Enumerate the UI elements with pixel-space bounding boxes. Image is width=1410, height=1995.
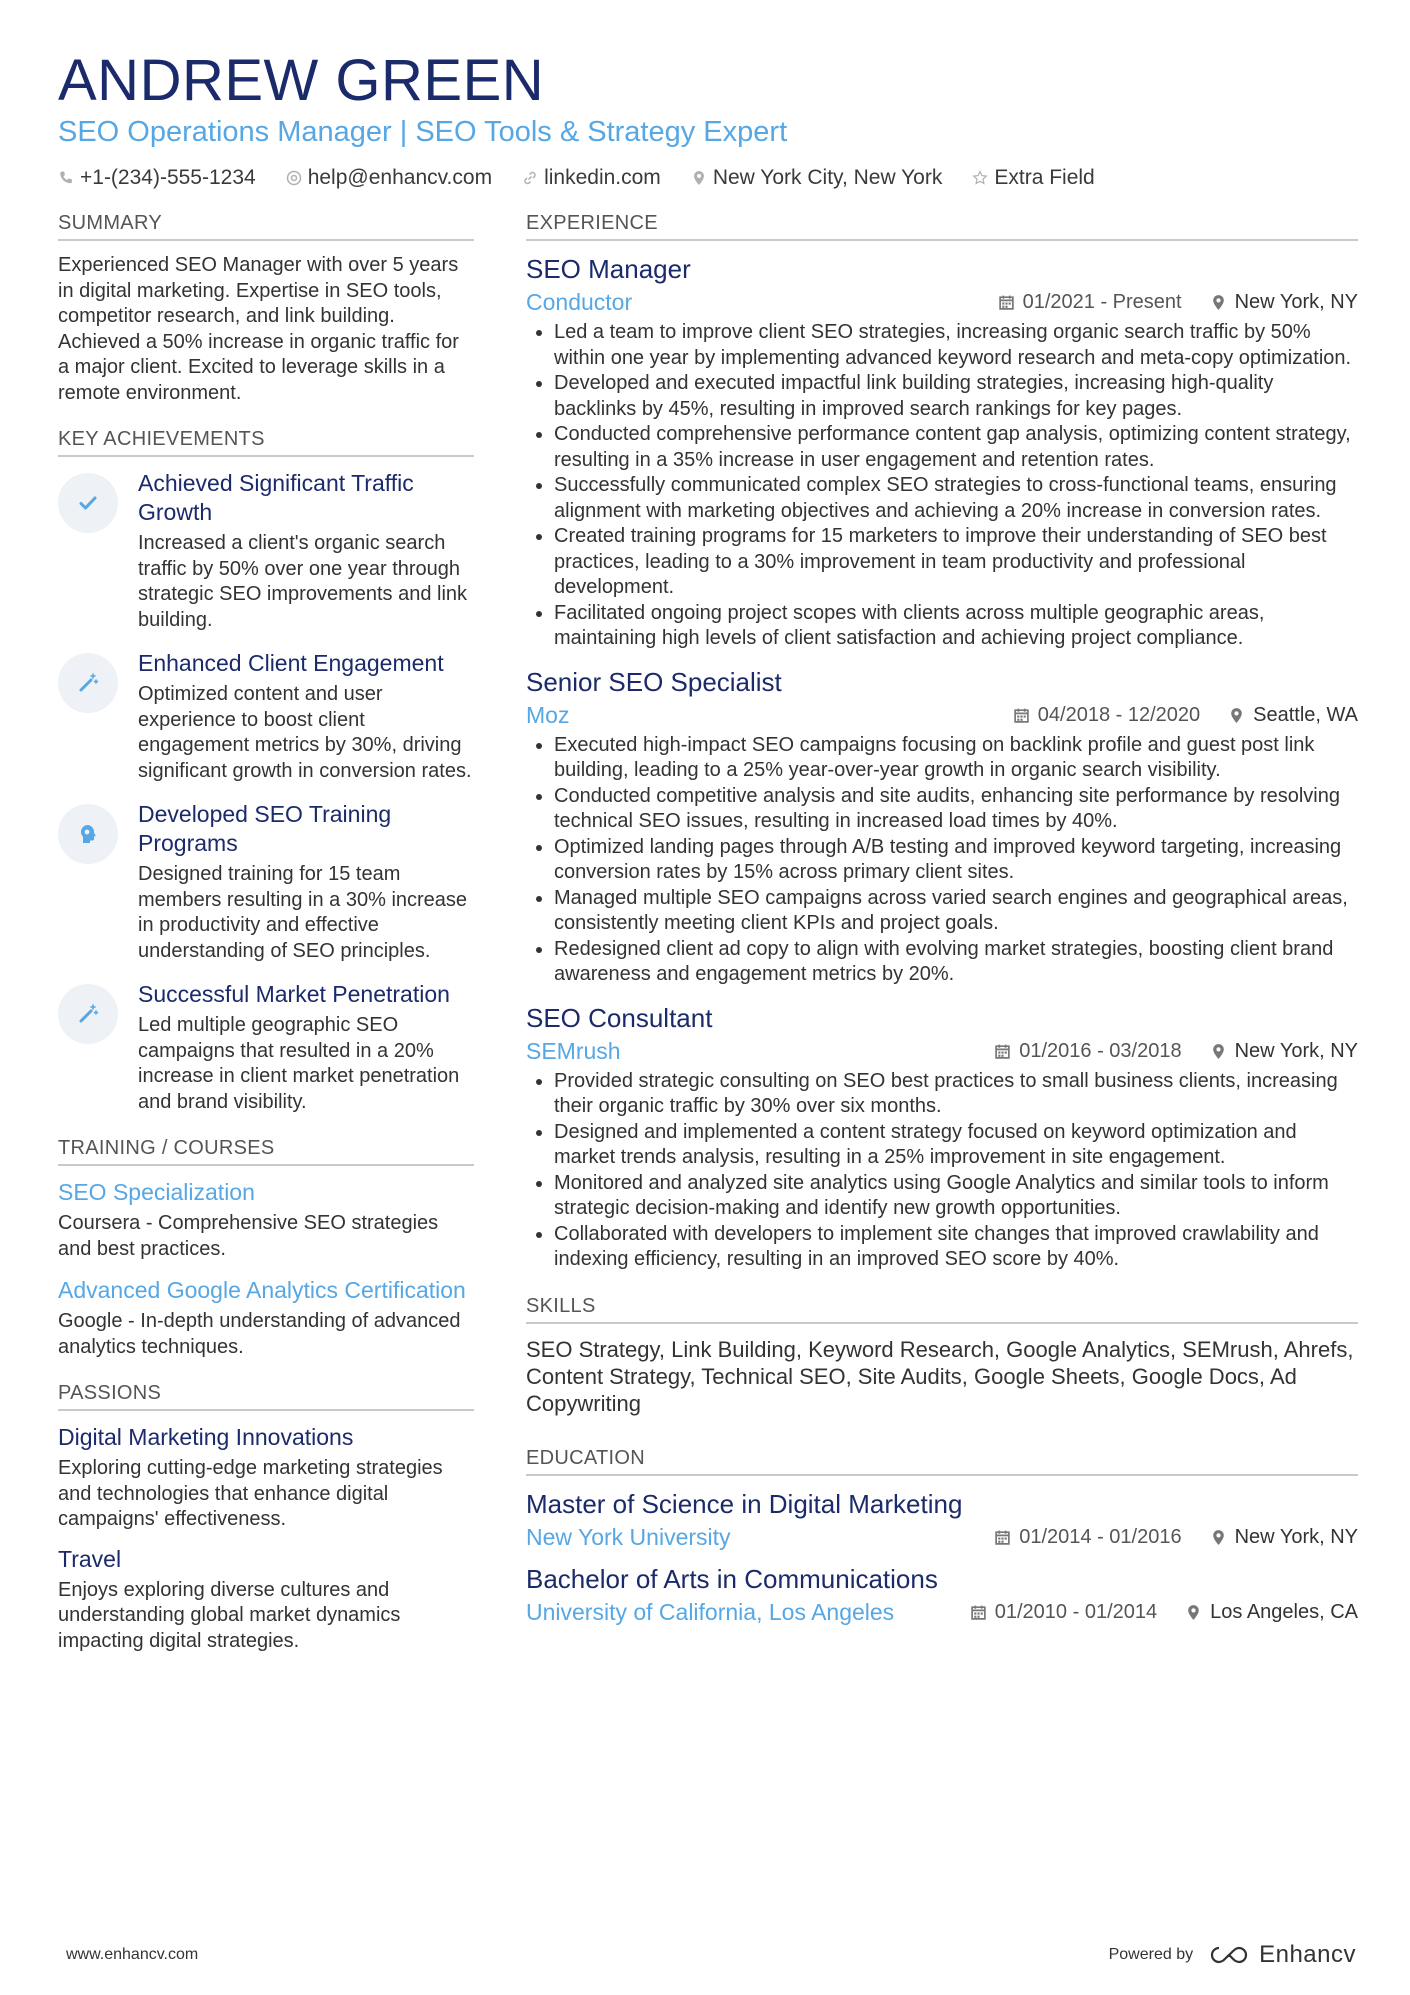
job-bullet: • Provided strategic consulting on SEO best practices to small business clients, increasing their organic traffic by 30% over six months. — [554, 1069, 1358, 1120]
job-bullet: • Redesigned client ad copy to align with evolving market strategies, boosting client brand awareness and engagement metrics by 20%. — [554, 937, 1358, 988]
education-location: Los Angeles, CA — [1210, 1600, 1358, 1623]
job-title: Senior SEO Specialist — [526, 666, 782, 697]
skills-text: SEO Strategy, Link Building, Keyword Research, Google Analytics, SEMrush, Ahrefs, Content Strategy, Technical SEO, Site Audits, Google Sheets, Google Docs, Ad Copywriting — [526, 1336, 1354, 1416]
job-bullet: • Executed high-impact SEO campaigns focusing on backlink profile and guest post link building, leading to a 25% year-over-year growth in organic search visibility. — [554, 733, 1358, 784]
brain-head-icon — [58, 804, 118, 864]
job-company: SEMrush — [526, 1037, 621, 1064]
enhancv-logo-icon — [1207, 1944, 1251, 1966]
summary-title: SUMMARY — [58, 212, 474, 241]
skills-section — [526, 1295, 1358, 1417]
job-bullet: • Designed and implemented a content strategy focused on keyword optimization and market trends analysis, resulting in a 25% improvement in site engagement. — [554, 1120, 1358, 1171]
achievement-desc: Led multiple geographic SEO campaigns that resulted in a 20% increase in client market penetration and brand visibility. — [138, 1014, 460, 1113]
job-location: New York, NY — [1234, 1039, 1358, 1062]
experience-title: EXPERIENCE — [526, 212, 1358, 241]
job-company: Moz — [526, 701, 570, 728]
passion-desc: Enjoys exploring diverse cultures and understanding global market dynamics impacting digital strategies. — [58, 1578, 401, 1652]
education-entry — [526, 1488, 1358, 1551]
job-entry — [526, 666, 1358, 988]
candidate-headline: SEO Operations Manager | SEO Tools & Strategy Expert — [58, 116, 788, 148]
calendar-icon — [970, 1604, 987, 1621]
job-bullet: • Conducted comprehensive performance content gap analysis, optimizing content strategy, resulting in a 35% increase in user engagement and retention rates. — [554, 422, 1358, 473]
page-footer — [66, 1940, 1356, 1970]
course-title: SEO Specialization — [58, 1179, 255, 1205]
contact-location — [691, 166, 943, 190]
job-entry — [526, 1002, 1358, 1273]
passions-section — [58, 1382, 474, 1654]
job-dates: 04/2018 - 12/2020 — [1037, 703, 1201, 726]
website-link[interactable]: www.enhancv.com — [66, 1946, 199, 1963]
checkmark-icon — [58, 473, 118, 533]
achievement-item — [58, 980, 474, 1115]
achievement-item — [58, 800, 474, 964]
job-bullet: • Successfully communicated complex SEO strategies to cross-functional teams, ensuring alignment with marketing objectives and achieving a 20% increase in conversion rates. — [554, 473, 1358, 524]
calendar-icon — [1013, 707, 1030, 724]
summary-text: Experienced SEO Manager with over 5 years in digital marketing. Expertise in SEO tools, competitor research, and link building. Achieved a 50% increase in organic traffic for a major client. Excited to leverage skills in a remote environment. — [58, 254, 459, 404]
location-pin-icon — [1210, 1043, 1227, 1060]
brand-logo — [1207, 1941, 1356, 1969]
powered-by-text: Powered by — [1108, 1946, 1194, 1963]
phone-icon — [58, 170, 74, 186]
location-pin-icon — [1210, 1529, 1227, 1546]
left-column — [58, 212, 474, 1676]
achievement-title: Achieved Significant Traffic Growth — [138, 470, 414, 525]
job-bullets — [526, 1069, 1358, 1273]
job-bullet: • Monitored and analyzed site analytics using Google Analytics and similar tools to inform strategic decision-making and identify new growth opportunities. — [554, 1171, 1358, 1222]
extra-field-text: Extra Field — [994, 166, 1095, 189]
location-pin-icon — [1185, 1604, 1202, 1621]
location-pin-icon — [691, 170, 707, 186]
achievement-title: Developed SEO Training Programs — [138, 801, 392, 856]
job-entry — [526, 253, 1358, 652]
contact-linkedin — [522, 166, 661, 190]
achievement-title: Successful Market Penetration — [138, 981, 450, 1007]
resume-header — [58, 48, 1358, 190]
star-icon — [972, 170, 988, 186]
education-title: EDUCATION — [526, 1447, 1358, 1476]
job-meta — [526, 289, 1358, 316]
job-bullet: • Managed multiple SEO campaigns across varied search engines and geographical areas, consistently meeting client KPIs and project goals. — [554, 886, 1358, 937]
course-title: Advanced Google Analytics Certification — [58, 1277, 466, 1303]
job-dates: 01/2016 - 03/2018 — [1019, 1039, 1182, 1062]
training-section — [58, 1137, 474, 1360]
education-dates: 01/2010 - 01/2014 — [994, 1600, 1158, 1623]
job-bullet: • Developed and executed impactful link building strategies, increasing high-quality backlinks by 45%, resulting in improved search rankings for key pages. — [554, 371, 1358, 422]
achievement-item — [58, 469, 474, 633]
magic-wand-icon — [58, 653, 118, 713]
experience-section — [526, 212, 1358, 1273]
job-bullets — [526, 733, 1358, 988]
magic-wand-icon — [58, 984, 118, 1044]
school-name: University of California, Los Angeles — [526, 1598, 895, 1625]
job-bullet: • Led a team to improve client SEO strategies, increasing organic search traffic by 50% within one year by implementing advanced keyword research and meta-copy optimization. — [554, 320, 1358, 371]
location-pin-icon — [1228, 707, 1245, 724]
passion-title: Digital Marketing Innovations — [58, 1424, 354, 1450]
link-icon — [522, 170, 538, 186]
job-bullet: • Created training programs for 15 marketers to improve their understanding of SEO best practices, leading to a 30% improvement in team productivity and professional development. — [554, 524, 1358, 601]
job-bullet: • Collaborated with developers to implement site changes that improved crawlability and indexing efficiency, resulting in an improved SEO score by 40%. — [554, 1222, 1358, 1273]
calendar-icon — [998, 294, 1015, 311]
education-section — [526, 1447, 1358, 1626]
location-text: New York City, New York — [712, 166, 943, 189]
job-bullet: • Optimized landing pages through A/B testing and improved keyword targeting, increasing conversion rates by 15% across primary client sites. — [554, 835, 1358, 886]
job-title: SEO Consultant — [526, 1002, 713, 1033]
degree-title: Bachelor of Arts in Communications — [526, 1563, 938, 1594]
at-sign-icon — [286, 170, 302, 186]
candidate-name: ANDREW GREEN — [58, 48, 545, 113]
passions-title: PASSIONS — [58, 1382, 474, 1411]
job-bullets — [526, 320, 1358, 652]
job-meta — [526, 1038, 1358, 1065]
linkedin-text: linkedin.com — [544, 166, 661, 189]
location-pin-icon — [1210, 294, 1227, 311]
training-title: TRAINING / COURSES — [58, 1137, 474, 1166]
email-text: help@enhancv.com — [307, 166, 493, 189]
achievement-desc: Increased a client's organic search traffic by 50% over one year through strategic SEO improvements and link building. — [138, 532, 468, 631]
job-bullet: • Conducted competitive analysis and site audits, enhancing site performance by resolving technical SEO issues, resulting in increased load times by 40%. — [554, 784, 1358, 835]
job-meta — [526, 702, 1358, 729]
achievement-desc: Designed training for 15 team members resulting in a 30% increase in productivity and effective understanding of SEO principles. — [138, 863, 468, 962]
passion-title: Travel — [58, 1545, 122, 1572]
achievements-title: KEY ACHIEVEMENTS — [58, 428, 474, 457]
contact-phone — [58, 166, 256, 190]
job-bullet: • Facilitated ongoing project scopes with clients across multiple geographic areas, maintaining high levels of client satisfaction and achieving project compliance. — [554, 601, 1358, 652]
summary-section — [58, 212, 474, 406]
job-title: SEO Manager — [526, 254, 691, 284]
calendar-icon — [994, 1529, 1011, 1546]
job-location: Seattle, WA — [1253, 703, 1358, 726]
course-desc: Coursera - Comprehensive SEO strategies and best practices. — [58, 1212, 439, 1260]
skills-title: SKILLS — [526, 1295, 1358, 1324]
course-desc: Google - In-depth understanding of advanced analytics techniques. — [58, 1310, 461, 1358]
contact-email — [286, 166, 492, 190]
achievements-section — [58, 428, 474, 1115]
contact-extra — [972, 166, 1094, 190]
education-location: New York, NY — [1234, 1525, 1358, 1548]
job-location: New York, NY — [1234, 291, 1358, 313]
job-dates: 01/2021 - Present — [1022, 291, 1182, 313]
calendar-icon — [994, 1043, 1011, 1060]
brand-name: Enhancv — [1259, 1941, 1356, 1968]
right-column — [526, 212, 1358, 1648]
job-company: Conductor — [526, 289, 633, 315]
achievement-title: Enhanced Client Engagement — [138, 650, 444, 676]
contact-bar — [58, 166, 1358, 190]
education-dates: 01/2014 - 01/2016 — [1019, 1525, 1182, 1548]
phone-text: +1-(234)-555-1234 — [80, 166, 256, 189]
education-entry — [526, 1563, 1358, 1626]
achievement-item — [58, 649, 474, 784]
achievement-desc: Optimized content and user experience to boost client engagement metrics by 30%, driving significant growth in conversion rates. — [138, 683, 472, 782]
passion-desc: Exploring cutting-edge marketing strategies and technologies that enhance digital campaigns' effectiveness. — [58, 1457, 443, 1530]
school-name: New York University — [526, 1523, 731, 1550]
degree-title: Master of Science in Digital Marketing — [526, 1488, 963, 1519]
